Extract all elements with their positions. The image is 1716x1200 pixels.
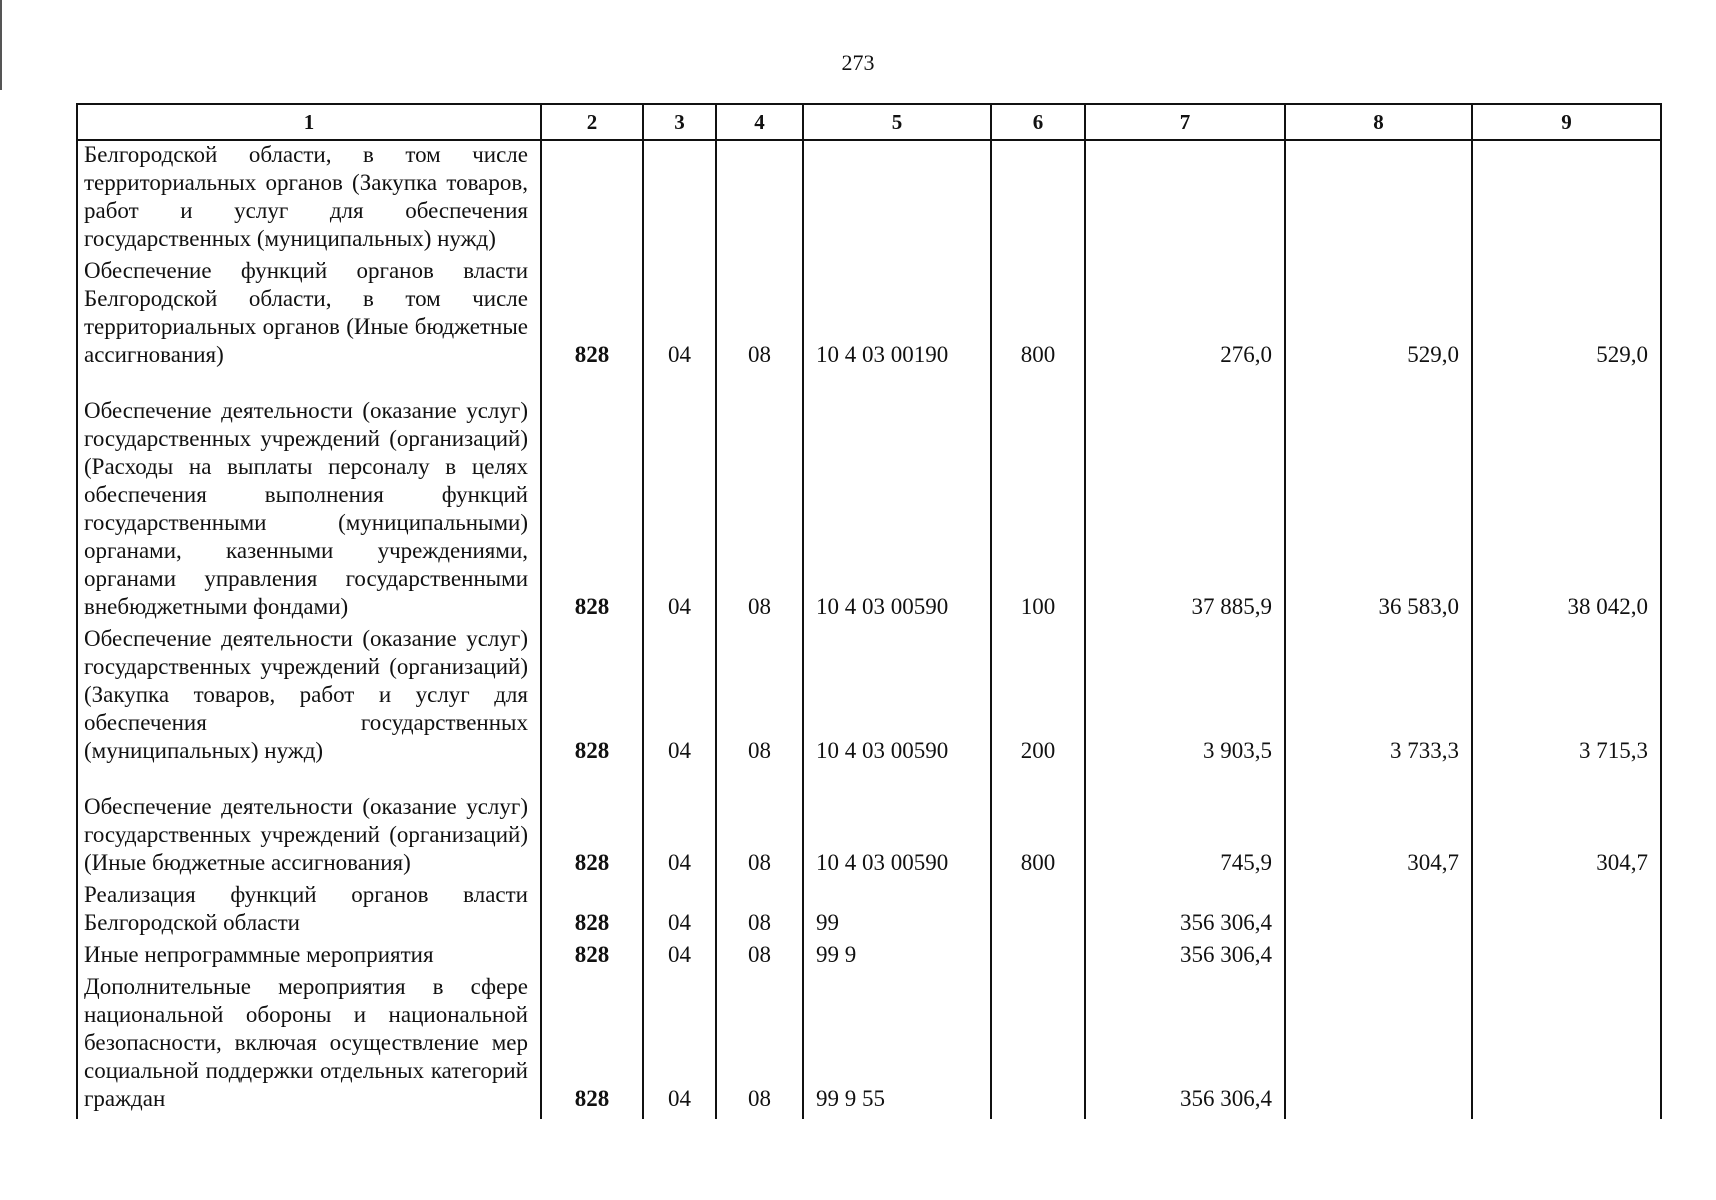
budget-table-container [76, 103, 1660, 1119]
chapter-code: 04 [643, 881, 716, 941]
target-article-code [803, 140, 991, 257]
chapter-code: 04 [643, 625, 716, 769]
header-col-1: 1 [77, 104, 541, 140]
chapter-code: 04 [643, 973, 716, 1119]
table-row [77, 625, 1661, 769]
section-code: 828 [541, 941, 643, 973]
table-row [77, 140, 1661, 257]
amount-year-3: 3 715,3 [1472, 625, 1661, 769]
amount-year-3: 38 042,0 [1472, 373, 1661, 625]
table-row [77, 257, 1661, 373]
subsection-code [716, 140, 803, 257]
section-code: 828 [541, 881, 643, 941]
header-row [77, 104, 1661, 140]
expense-type-code [991, 881, 1085, 941]
target-article-code: 10 4 03 00590 [803, 625, 991, 769]
section-code: 828 [541, 769, 643, 881]
section-code: 828 [541, 625, 643, 769]
section-code: 828 [541, 257, 643, 373]
amount-year-2 [1285, 140, 1472, 257]
amount-year-1 [1085, 140, 1285, 257]
expense-type-code: 800 [991, 769, 1085, 881]
scan-edge-mark [0, 0, 2, 90]
amount-year-3 [1472, 941, 1661, 973]
header-col-6: 6 [991, 104, 1085, 140]
section-code [541, 140, 643, 257]
amount-year-1: 356 306,4 [1085, 973, 1285, 1119]
chapter-code: 04 [643, 941, 716, 973]
row-description: Обеспечение функций органов власти Белгородской области, в том числе территориальных органов (Иные бюджетные ассигнования) [77, 257, 541, 373]
amount-year-1: 745,9 [1085, 769, 1285, 881]
amount-year-1: 356 306,4 [1085, 881, 1285, 941]
budget-table [76, 103, 1662, 1119]
table-row [77, 973, 1661, 1119]
header-col-4: 4 [716, 104, 803, 140]
table-row [77, 769, 1661, 881]
row-description: Иные непрограммные мероприятия [77, 941, 541, 973]
table-row [77, 881, 1661, 941]
subsection-code: 08 [716, 625, 803, 769]
row-description: Обеспечение деятельности (оказание услуг) государственных учреждений (организаций) (Закупка товаров, работ и услуг для обеспечения государственных (муниципальных) нужд) [77, 625, 541, 769]
chapter-code: 04 [643, 769, 716, 881]
subsection-code: 08 [716, 881, 803, 941]
subsection-code: 08 [716, 257, 803, 373]
header-col-9: 9 [1472, 104, 1661, 140]
amount-year-3: 529,0 [1472, 257, 1661, 373]
target-article-code: 10 4 03 00590 [803, 373, 991, 625]
amount-year-2: 304,7 [1285, 769, 1472, 881]
target-article-code: 99 9 [803, 941, 991, 973]
amount-year-1: 276,0 [1085, 257, 1285, 373]
row-description: Обеспечение деятельности (оказание услуг) государственных учреждений (организаций) (Иные бюджетные ассигнования) [77, 769, 541, 881]
expense-type-code [991, 973, 1085, 1119]
amount-year-2 [1285, 941, 1472, 973]
row-description: Дополнительные мероприятия в сфере национальной обороны и национальной безопасности, включая осуществление мер социальной поддержки отдельных категорий граждан [77, 973, 541, 1119]
header-col-8: 8 [1285, 104, 1472, 140]
amount-year-1: 356 306,4 [1085, 941, 1285, 973]
table-row [77, 941, 1661, 973]
target-article-code: 10 4 03 00590 [803, 769, 991, 881]
row-description: Реализация функций органов власти Белгородской области [77, 881, 541, 941]
amount-year-2: 3 733,3 [1285, 625, 1472, 769]
subsection-code: 08 [716, 941, 803, 973]
amount-year-2 [1285, 881, 1472, 941]
amount-year-1: 37 885,9 [1085, 373, 1285, 625]
subsection-code: 08 [716, 973, 803, 1119]
expense-type-code [991, 941, 1085, 973]
amount-year-3: 304,7 [1472, 769, 1661, 881]
section-code: 828 [541, 973, 643, 1119]
amount-year-3 [1472, 140, 1661, 257]
chapter-code [643, 140, 716, 257]
amount-year-1: 3 903,5 [1085, 625, 1285, 769]
amount-year-3 [1472, 973, 1661, 1119]
table-body [77, 140, 1661, 1119]
header-col-2: 2 [541, 104, 643, 140]
header-col-5: 5 [803, 104, 991, 140]
amount-year-2: 36 583,0 [1285, 373, 1472, 625]
expense-type-code [991, 140, 1085, 257]
amount-year-2 [1285, 973, 1472, 1119]
target-article-code: 10 4 03 00190 [803, 257, 991, 373]
expense-type-code: 100 [991, 373, 1085, 625]
header-col-3: 3 [643, 104, 716, 140]
amount-year-2: 529,0 [1285, 257, 1472, 373]
subsection-code: 08 [716, 769, 803, 881]
subsection-code: 08 [716, 373, 803, 625]
row-description: Белгородской области, в том числе территориальных органов (Закупка товаров, работ и услуг для обеспечения государственных (муниципальных) нужд) [77, 140, 541, 257]
header-col-7: 7 [1085, 104, 1285, 140]
row-description: Обеспечение деятельности (оказание услуг) государственных учреждений (организаций) (Расходы на выплаты персоналу в целях обеспечения выполнения функций государственными (муниципальными) органами, казенными учреждениями, органами управления государственными внебюджетными фондами) [77, 373, 541, 625]
target-article-code: 99 9 55 [803, 973, 991, 1119]
chapter-code: 04 [643, 373, 716, 625]
target-article-code: 99 [803, 881, 991, 941]
section-code: 828 [541, 373, 643, 625]
expense-type-code: 200 [991, 625, 1085, 769]
page-number: 273 [841, 50, 875, 75]
table-row [77, 373, 1661, 625]
expense-type-code: 800 [991, 257, 1085, 373]
chapter-code: 04 [643, 257, 716, 373]
amount-year-3 [1472, 881, 1661, 941]
